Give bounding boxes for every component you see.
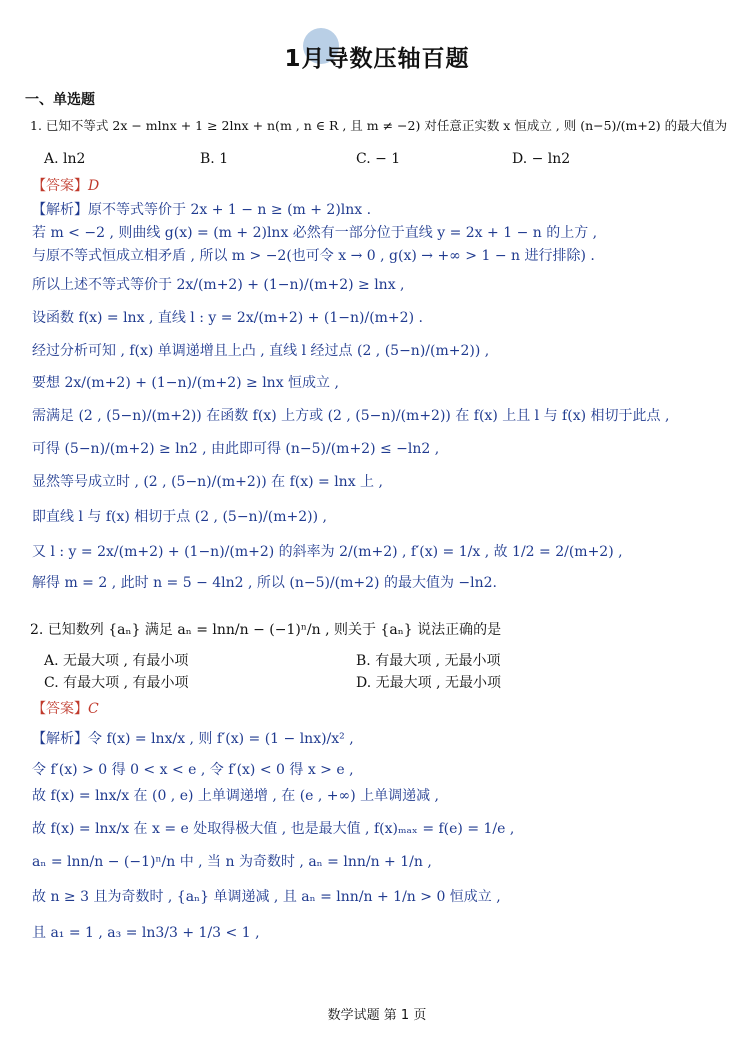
q1-option-a: A. ln2 (44, 151, 86, 167)
q1-analysis-line: 即直线 l 与 f(x) 相切于点 (2 , (5−n)/(m+2)) , (32, 509, 327, 525)
q1-analysis-line: 若 m < −2 , 则曲线 g(x) = (m + 2)lnx 必然有一部分位于直线 y = 2x + 1 − n 的上方 , (32, 225, 598, 241)
q1-analysis-line: 所以上述不等式等价于 2x/(m+2) + (1−n)/(m+2) ≥ lnx , (32, 277, 405, 293)
question-2-stem: 2. 已知数列 {aₙ} 满足 aₙ = lnn/n − (−1)ⁿ/n , 则关于 {aₙ} 说法正确的是 (30, 622, 502, 638)
q1-analysis-line: 需满足 (2 , (5−n)/(m+2)) 在函数 f(x) 上方或 (2 , (5−n)/(m+2)) 在 f(x) 上且 l 与 f(x) 相切于此点 , (32, 408, 670, 424)
section-heading: 一、单选题 (25, 92, 95, 108)
q1-analysis-line: 解得 m = 2 , 此时 n = 5 − 4ln2 , 所以 (n−5)/(m+2) 的最大值为 −ln2. (32, 575, 497, 591)
q2-answer-value: C (88, 701, 99, 717)
q1-option-c: C. − 1 (356, 151, 401, 167)
question-1-stem: 1. 已知不等式 2x − mlnx + 1 ≥ 2lnx + n(m , n ∈ R , 且 m ≠ −2) 对任意正实数 x 恒成立 , 则 (n−5)/(m+2) 的最大值为 (30, 118, 728, 133)
q2-option-b: B. 有最大项 , 无最小项 (356, 653, 501, 669)
q1-option-d: D. − ln2 (512, 151, 571, 167)
q2-analysis-line: 【解析】令 f(x) = lnx/x , 则 f′(x) = (1 − lnx)/x² , (32, 731, 354, 747)
q1-analysis-line: 要想 2x/(m+2) + (1−n)/(m+2) ≥ lnx 恒成立 , (32, 375, 339, 391)
q1-answer-label: 【答案】 (32, 178, 88, 194)
q2-option-a: A. 无最大项 , 有最小项 (44, 653, 189, 669)
q1-analysis-line: 与原不等式恒成立相矛盾 , 所以 m > −2(也可令 x → 0 , g(x) → +∞ > 1 − n 进行排除) . (32, 248, 595, 264)
q2-analysis-line: 故 f(x) = lnx/x 在 (0 , e) 上单调递增 , 在 (e , +∞) 上单调递减 , (32, 788, 440, 804)
q1-analysis-line: 设函数 f(x) = lnx , 直线 l : y = 2x/(m+2) + (1−n)/(m+2) . (32, 310, 423, 326)
q1-analysis-line: 又 l : y = 2x/(m+2) + (1−n)/(m+2) 的斜率为 2/(m+2) , f′(x) = 1/x , 故 1/2 = 2/(m+2) , (32, 544, 623, 560)
q1-option-b: B. 1 (200, 151, 229, 167)
q2-analysis-line: 故 n ≥ 3 且为奇数时 , {aₙ} 单调递减 , 且 aₙ = lnn/n + 1/n > 0 恒成立 , (32, 889, 501, 905)
page-footer: 数学试题 第 1 页 (327, 1008, 427, 1023)
q1-answer (32, 177, 99, 195)
q2-analysis-line: 且 a₁ = 1 , a₃ = ln3/3 + 1/3 < 1 , (32, 925, 260, 941)
q1-analysis-line: 可得 (5−n)/(m+2) ≥ ln2 , 由此即可得 (n−5)/(m+2) ≤ −ln2 , (32, 441, 440, 457)
q2-option-d: D. 无最大项 , 无最小项 (356, 675, 501, 691)
q2-analysis-line: aₙ = lnn/n − (−1)ⁿ/n 中 , 当 n 为奇数时 , aₙ = lnn/n + 1/n , (32, 854, 432, 870)
q1-answer-value: D (88, 178, 100, 194)
q1-analysis-line: 经过分析可知 , f(x) 单调递增且上凸 , 直线 l 经过点 (2 , (5−n)/(m+2)) , (32, 343, 490, 359)
q2-answer-label: 【答案】 (32, 701, 88, 717)
q1-analysis-line: 【解析】原不等式等价于 2x + 1 − n ≥ (m + 2)lnx . (32, 202, 372, 218)
q2-option-c: C. 有最大项 , 有最小项 (44, 675, 189, 691)
q2-analysis-line: 故 f(x) = lnx/x 在 x = e 处取得极大值 , 也是最大值 , f(x)ₘₐₓ = f(e) = 1/e , (32, 821, 515, 837)
q2-answer (32, 700, 99, 718)
page-title: 1月导数压轴百题 (284, 46, 470, 72)
q2-analysis-line: 令 f′(x) > 0 得 0 < x < e , 令 f′(x) < 0 得 x > e , (32, 762, 354, 778)
q1-analysis-line: 显然等号成立时 , (2 , (5−n)/(m+2)) 在 f(x) = lnx 上 , (32, 474, 383, 490)
